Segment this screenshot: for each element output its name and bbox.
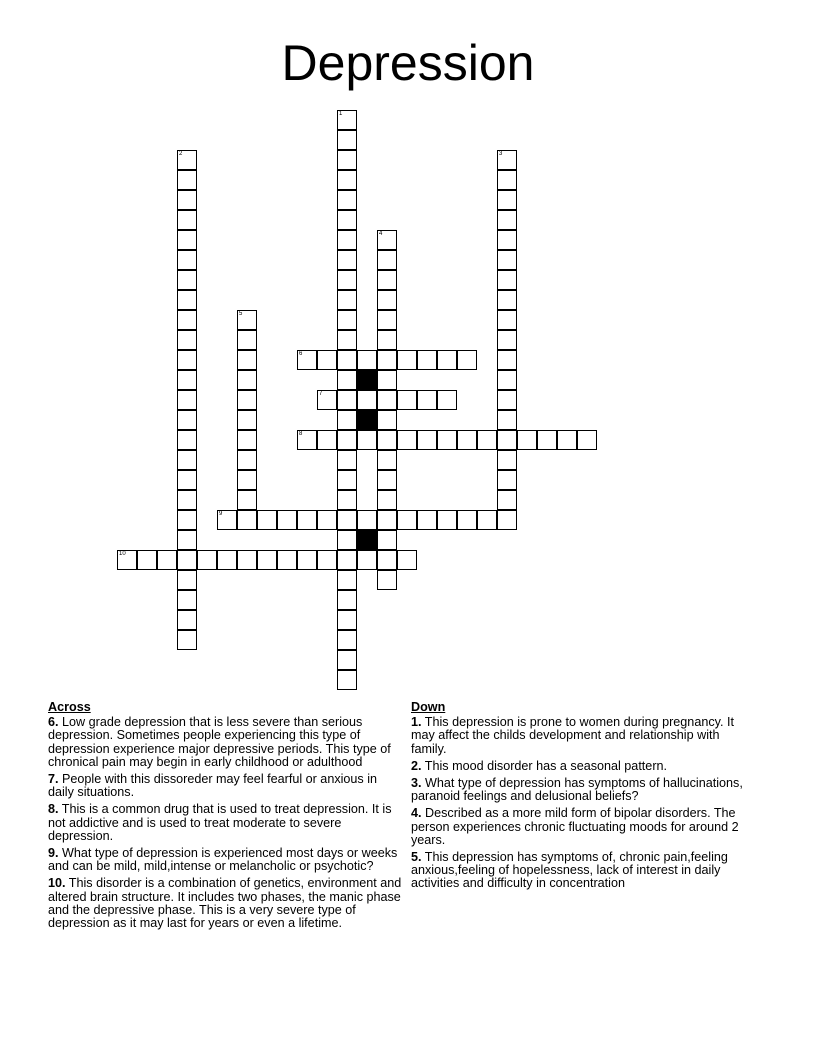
grid-cell[interactable] — [397, 550, 417, 570]
clue-text: What type of depression is experienced most days or weeks and can be mild, mild,intense or melancholic or psychotic? — [48, 846, 398, 874]
grid-cell[interactable] — [237, 350, 257, 370]
grid-cell[interactable] — [437, 350, 457, 370]
grid-cell[interactable] — [337, 410, 357, 430]
grid-cell[interactable] — [497, 170, 517, 190]
grid-cell[interactable] — [417, 510, 437, 530]
grid-cell[interactable] — [497, 390, 517, 410]
grid-cell[interactable] — [377, 510, 397, 530]
grid-cell[interactable] — [377, 550, 397, 570]
grid-cell[interactable] — [377, 570, 397, 590]
grid-cell[interactable] — [237, 410, 257, 430]
grid-cell[interactable] — [277, 510, 297, 530]
grid-cell[interactable] — [377, 270, 397, 290]
clue-down-2 — [411, 760, 756, 773]
clue-across-6 — [48, 716, 403, 769]
grid-cell[interactable] — [497, 190, 517, 210]
grid-cell[interactable] — [397, 350, 417, 370]
grid-cell[interactable] — [237, 310, 257, 330]
clue-number: 10. — [48, 876, 66, 891]
grid-cell[interactable] — [177, 570, 197, 590]
grid-cell[interactable] — [357, 510, 377, 530]
grid-cell[interactable] — [377, 450, 397, 470]
cell-number: 2 — [179, 151, 183, 157]
cell-number: 7 — [319, 391, 323, 397]
grid-cell[interactable] — [497, 250, 517, 270]
clue-across-8 — [48, 803, 403, 843]
grid-cell[interactable] — [257, 510, 277, 530]
grid-cell[interactable] — [177, 310, 197, 330]
grid-cell[interactable] — [177, 430, 197, 450]
grid-cell[interactable] — [337, 670, 357, 690]
grid-cell[interactable] — [377, 470, 397, 490]
grid-cell[interactable] — [497, 430, 517, 450]
grid-cell[interactable] — [337, 210, 357, 230]
grid-cell[interactable] — [237, 390, 257, 410]
grid-cell[interactable] — [197, 550, 217, 570]
grid-cell[interactable] — [497, 230, 517, 250]
grid-cell[interactable] — [177, 350, 197, 370]
grid-cell[interactable] — [317, 390, 337, 410]
grid-cell[interactable] — [337, 190, 357, 210]
grid-cell[interactable] — [177, 390, 197, 410]
grid-cell[interactable] — [177, 590, 197, 610]
grid-cell[interactable] — [177, 490, 197, 510]
cell-number: 1 — [339, 111, 343, 117]
grid-cell[interactable] — [337, 490, 357, 510]
grid-cell[interactable] — [377, 530, 397, 550]
grid-cell[interactable] — [217, 550, 237, 570]
grid-cell[interactable] — [497, 290, 517, 310]
grid-cell[interactable] — [117, 550, 137, 570]
grid-cell[interactable] — [177, 510, 197, 530]
grid-cell[interactable] — [337, 450, 357, 470]
clue-number: 8. — [48, 802, 59, 817]
across-clues — [48, 701, 403, 934]
grid-cell[interactable] — [137, 550, 157, 570]
clue-down-4 — [411, 807, 756, 847]
cell-number: 5 — [239, 311, 243, 317]
grid-cell[interactable] — [377, 290, 397, 310]
clue-text: People with this dissoreder may feel fearful or anxious in daily situations. — [48, 772, 378, 800]
grid-cell[interactable] — [177, 250, 197, 270]
grid-cell[interactable] — [177, 550, 197, 570]
grid-cell[interactable] — [337, 430, 357, 450]
grid-cell[interactable] — [497, 330, 517, 350]
grid-cell[interactable] — [437, 510, 457, 530]
grid-cell[interactable] — [537, 430, 557, 450]
grid-cell[interactable] — [337, 590, 357, 610]
grid-cell[interactable] — [337, 170, 357, 190]
grid-cell[interactable] — [377, 430, 397, 450]
grid-cell[interactable] — [177, 450, 197, 470]
grid-cell[interactable] — [337, 150, 357, 170]
grid-cell[interactable] — [377, 490, 397, 510]
clue-number: 1. — [411, 715, 422, 730]
grid-cell[interactable] — [497, 210, 517, 230]
grid-cell[interactable] — [337, 270, 357, 290]
grid-cell[interactable] — [277, 550, 297, 570]
clue-number: 2. — [411, 758, 422, 773]
grid-cell[interactable] — [177, 530, 197, 550]
grid-cell[interactable] — [517, 430, 537, 450]
down-heading: Down — [411, 700, 446, 714]
clue-number: 9. — [48, 846, 59, 861]
grid-cell[interactable] — [397, 430, 417, 450]
grid-cell[interactable] — [337, 230, 357, 250]
clue-number: 7. — [48, 772, 59, 787]
grid-cell[interactable] — [377, 330, 397, 350]
grid-cell[interactable] — [337, 650, 357, 670]
grid-cell[interactable] — [417, 390, 437, 410]
grid-cell[interactable] — [337, 310, 357, 330]
grid-cell[interactable] — [297, 510, 317, 530]
grid-cell[interactable] — [457, 350, 477, 370]
clue-text: This depression has symptoms of, chronic pain,feeling anxious,feeling of hopelessness, lack of interest in daily activities and difficulty in concentration — [411, 850, 728, 891]
clue-down-3 — [411, 777, 756, 803]
grid-cell[interactable] — [217, 510, 237, 530]
clue-text: What type of depression has symptoms of hallucinations, paranoid feelings and delusional beliefs? — [411, 776, 743, 804]
grid-cell[interactable] — [237, 550, 257, 570]
grid-cell[interactable] — [377, 310, 397, 330]
clue-text: This depression is prone to women during pregnancy. It may affect the childs development and relationship with family. — [411, 715, 734, 756]
grid-cell[interactable] — [177, 190, 197, 210]
clue-text: This is a common drug that is used to treat depression. It is not addictive and is used to treat moderate to severe depression. — [48, 802, 392, 843]
grid-cell[interactable] — [437, 430, 457, 450]
grid-cell[interactable] — [457, 510, 477, 530]
clue-number: 4. — [411, 806, 422, 821]
grid-cell[interactable] — [337, 530, 357, 550]
clue-text: This disorder is a combination of genetics, environment and altered brain structure. It includes two phases, the manic phase and the depressive phase. This is a very severe type of depression as it may last for years or even a lifetime. — [48, 876, 402, 931]
clue-text: This mood disorder has a seasonal pattern. — [424, 758, 668, 773]
grid-cell[interactable] — [357, 390, 377, 410]
grid-cell[interactable] — [377, 410, 397, 430]
grid-cell[interactable] — [177, 470, 197, 490]
grid-cell[interactable] — [337, 550, 357, 570]
cell-number: 6 — [299, 351, 303, 357]
grid-cell[interactable] — [337, 350, 357, 370]
cell-number: 10 — [119, 551, 126, 557]
grid-cell[interactable] — [337, 130, 357, 150]
grid-cell[interactable] — [237, 370, 257, 390]
cell-number: 3 — [499, 151, 503, 157]
grid-cell[interactable] — [377, 230, 397, 250]
grid-cell[interactable] — [237, 330, 257, 350]
grid-cell[interactable] — [337, 370, 357, 390]
grid-cell[interactable] — [317, 430, 337, 450]
grid-cell[interactable] — [417, 430, 437, 450]
grid-cell[interactable] — [337, 610, 357, 630]
clue-number: 6. — [48, 715, 59, 730]
grid-cell[interactable] — [377, 390, 397, 410]
grid-cell[interactable] — [297, 350, 317, 370]
clue-across-10 — [48, 877, 403, 930]
black-square — [357, 410, 377, 430]
grid-cell[interactable] — [177, 230, 197, 250]
clue-number: 3. — [411, 776, 422, 791]
grid-cell[interactable] — [497, 510, 517, 530]
grid-cell[interactable] — [497, 450, 517, 470]
grid-cell[interactable] — [377, 250, 397, 270]
grid-cell[interactable] — [317, 550, 337, 570]
grid-cell[interactable] — [577, 430, 597, 450]
grid-cell[interactable] — [177, 330, 197, 350]
grid-cell[interactable] — [497, 370, 517, 390]
clue-down-5 — [411, 851, 756, 891]
cell-number: 4 — [379, 231, 383, 237]
grid-cell[interactable] — [337, 390, 357, 410]
clue-across-9 — [48, 847, 403, 873]
cell-number: 9 — [219, 511, 223, 517]
grid-cell[interactable] — [477, 430, 497, 450]
grid-cell[interactable] — [317, 350, 337, 370]
clue-down-1 — [411, 716, 756, 756]
grid-cell[interactable] — [497, 490, 517, 510]
clue-number: 5. — [411, 850, 422, 865]
grid-cell[interactable] — [357, 430, 377, 450]
cell-number: 8 — [299, 431, 303, 437]
across-heading: Across — [48, 700, 91, 714]
grid-cell[interactable] — [417, 350, 437, 370]
grid-cell[interactable] — [237, 450, 257, 470]
grid-cell[interactable] — [177, 410, 197, 430]
grid-cell[interactable] — [237, 470, 257, 490]
grid-cell[interactable] — [237, 490, 257, 510]
black-square — [357, 530, 377, 550]
grid-cell[interactable] — [457, 430, 477, 450]
clue-across-7 — [48, 773, 403, 799]
grid-cell[interactable] — [397, 510, 417, 530]
grid-cell[interactable] — [337, 630, 357, 650]
grid-cell[interactable] — [237, 510, 257, 530]
grid-cell[interactable] — [497, 410, 517, 430]
clue-text: Low grade depression that is less severe than serious depression. Sometimes people experiencing this type of depression experience major depressive periods. This type of chronical pain may begin in early childhood or adulthood — [48, 715, 391, 769]
grid-cell[interactable] — [337, 470, 357, 490]
grid-cell[interactable] — [177, 370, 197, 390]
grid-cell[interactable] — [317, 510, 337, 530]
grid-cell[interactable] — [177, 210, 197, 230]
grid-cell[interactable] — [177, 630, 197, 650]
grid-cell[interactable] — [557, 430, 577, 450]
grid-cell[interactable] — [357, 550, 377, 570]
grid-cell[interactable] — [437, 390, 457, 410]
grid-cell[interactable] — [497, 270, 517, 290]
grid-cell[interactable] — [357, 350, 377, 370]
grid-cell[interactable] — [177, 170, 197, 190]
down-clues — [411, 701, 756, 895]
grid-cell[interactable] — [157, 550, 177, 570]
page-title: Depression — [281, 35, 535, 91]
grid-cell[interactable] — [177, 290, 197, 310]
grid-cell[interactable] — [497, 350, 517, 370]
grid-cell[interactable] — [497, 470, 517, 490]
grid-cell[interactable] — [497, 150, 517, 170]
grid-cell[interactable] — [177, 270, 197, 290]
clue-text: Described as a more mild form of bipolar disorders. The person experiences chronic fluctuating moods for around 2 years. — [411, 806, 739, 847]
grid-cell[interactable] — [337, 510, 357, 530]
grid-cell[interactable] — [337, 330, 357, 350]
grid-cell[interactable] — [377, 350, 397, 370]
grid-cell[interactable] — [177, 610, 197, 630]
grid-cell[interactable] — [477, 510, 497, 530]
grid-cell[interactable] — [257, 550, 277, 570]
grid-cell[interactable] — [337, 290, 357, 310]
grid-cell[interactable] — [497, 310, 517, 330]
grid-cell[interactable] — [337, 570, 357, 590]
grid-cell[interactable] — [377, 370, 397, 390]
black-square — [357, 370, 377, 390]
grid-cell[interactable] — [397, 390, 417, 410]
grid-cell[interactable] — [337, 250, 357, 270]
grid-cell[interactable] — [237, 430, 257, 450]
grid-cell[interactable] — [337, 110, 357, 130]
grid-cell[interactable] — [297, 550, 317, 570]
grid-cell[interactable] — [177, 150, 197, 170]
grid-cell[interactable] — [297, 430, 317, 450]
